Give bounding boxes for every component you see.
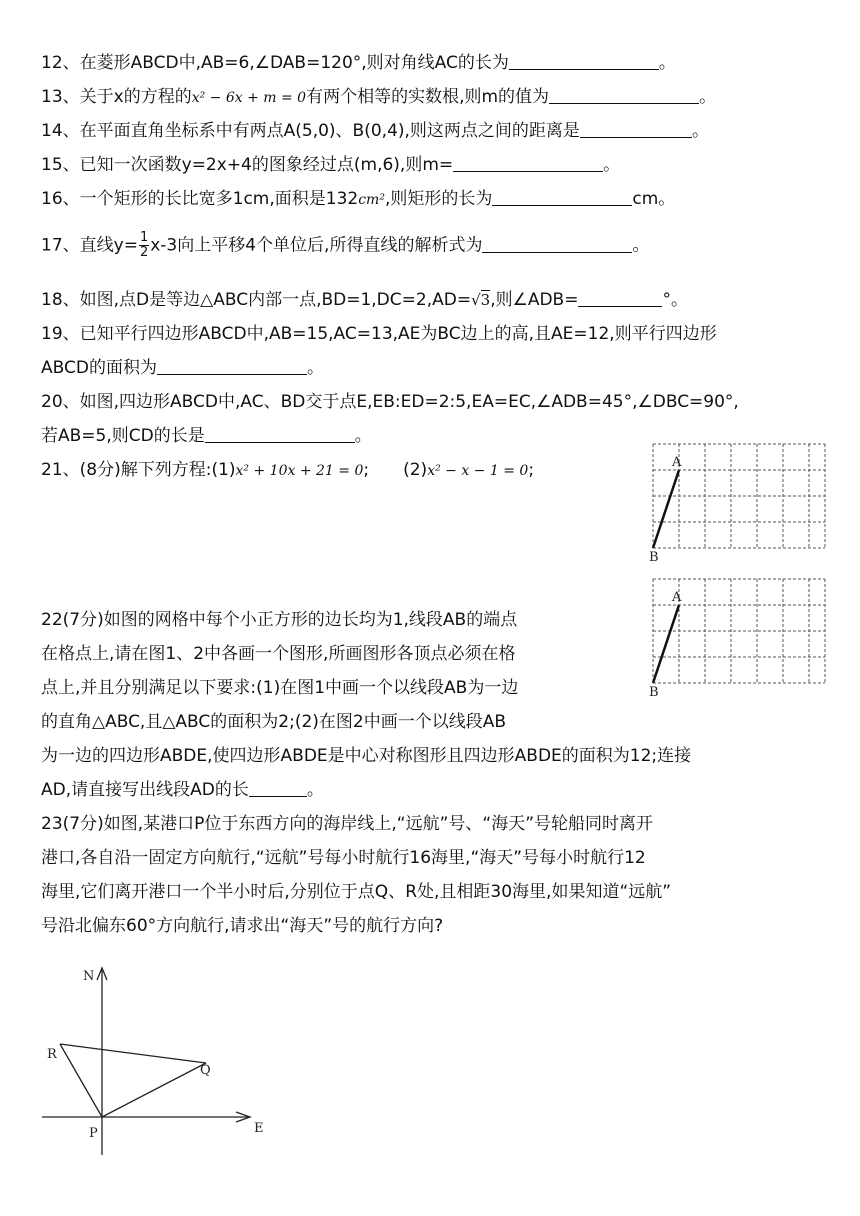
square-root: √3 <box>471 291 491 309</box>
east-label: E <box>254 1121 264 1136</box>
question-23-line-1: 23(7分)如图,某港口P位于东西方向的海岸线上,“远航”号、“海天”号轮船同时离开 <box>41 814 653 834</box>
fraction: $\frac{1}{2}$ <box>139 230 149 260</box>
answer-blank[interactable] <box>580 119 692 138</box>
question-22-line-1: 22(7分)如图的网格中每个小正方形的边长均为1,线段AB的端点 <box>41 610 518 630</box>
question-23-line-2: 港口,各自沿一固定方向航行,“远航”号每小时航行16海里,“海天”号每小时航行12 <box>41 848 646 868</box>
question-17: 17、直线y= $\frac{1}{2}$ x-3向上平移4个单位后,所得直线的解析式为 。 <box>41 230 650 260</box>
question-19-line-2: ABCD的面积为 。 <box>41 358 324 378</box>
port-p-label: P <box>89 1126 98 1141</box>
answer-blank[interactable] <box>509 51 659 70</box>
question-12: 12、在菱形ABCD中,AB=6,∠DAB=120°,则对角线AC的长为 。 <box>41 53 676 73</box>
answer-blank[interactable] <box>453 153 603 172</box>
answer-blank[interactable] <box>482 234 632 253</box>
point-b-label: B <box>649 685 659 700</box>
grid-figure-1 <box>645 440 830 565</box>
answer-blank[interactable] <box>492 187 632 206</box>
question-20-line-1: 20、如图,四边形ABCD中,AC、BD交于点E,EB:ED=2:5,EA=EC,∠ADB=45°,∠DBC=90°, <box>41 392 739 412</box>
question-22-line-2: 在格点上,请在图1、2中各画一个图形,所画图形各顶点必须在格 <box>41 644 516 664</box>
question-22-line-4: 的直角△ABC,且△ABC的面积为2;(2)在图2中画一个以线段AB <box>41 712 507 732</box>
equation: x² − 6x + m = 0 <box>191 90 307 106</box>
segment-ab <box>653 470 679 548</box>
question-14: 14、在平面直角坐标系中有两点A(5,0)、B(0,4),则这两点之间的距离是 。 <box>41 121 709 141</box>
answer-blank[interactable] <box>549 85 699 104</box>
point-b-label: B <box>649 550 659 565</box>
answer-blank[interactable] <box>578 288 662 307</box>
question-20-line-2: 若AB=5,则CD的长是 。 <box>41 426 372 446</box>
question-23-line-3: 海里,它们离开港口一个半小时后,分别位于点Q、R处,且相距30海里,如果知道“远航” <box>41 882 672 902</box>
segment-ab <box>653 605 679 683</box>
question-22-line-6: AD,请直接写出线段AD的长 。 <box>41 780 324 800</box>
answer-blank[interactable] <box>157 356 307 375</box>
grid-figure-2 <box>645 575 830 700</box>
question-22-line-3: 点上,并且分别满足以下要求:(1)在图1中画一个以线段AB为一边 <box>41 678 519 698</box>
north-label: N <box>83 969 95 984</box>
question-21: 21、(8分)解下列方程:(1)x² + 10x + 21 = 0; (2)x² − x − 1 = 0; <box>41 460 535 480</box>
point-a-label: A <box>672 590 682 605</box>
question-13: 13、关于x的方程的x² − 6x + m = 0有两个相等的实数根,则m的值为 。 <box>41 87 717 107</box>
answer-blank[interactable] <box>205 424 355 443</box>
question-16: 16、一个矩形的长比宽多1cm,面积是132cm²,则矩形的长为 cm。 <box>41 189 676 209</box>
answer-blank[interactable] <box>249 778 307 797</box>
question-18: 18、如图,点D是等边△ABC内部一点,BD=1,DC=2,AD=√3,则∠ADB= °。 <box>41 290 688 310</box>
question-19-line-1: 19、已知平行四边形ABCD中,AB=15,AC=13,AE为BC边上的高,且AE=12,则平行四边形 <box>41 324 717 344</box>
question-15: 15、已知一次函数y=2x+4的图象经过点(m,6),则m= 。 <box>41 155 621 175</box>
compass-figure <box>38 960 278 1160</box>
point-q-label: Q <box>200 1063 211 1078</box>
point-r-label: R <box>47 1047 57 1062</box>
question-23-line-4: 号沿北偏东60°方向航行,请求出“海天”号的航行方向? <box>41 916 444 936</box>
question-22-line-5: 为一边的四边形ABDE,使四边形ABDE是中心对称图形且四边形ABDE的面积为12;连接 <box>41 746 692 766</box>
point-a-label: A <box>672 455 682 470</box>
